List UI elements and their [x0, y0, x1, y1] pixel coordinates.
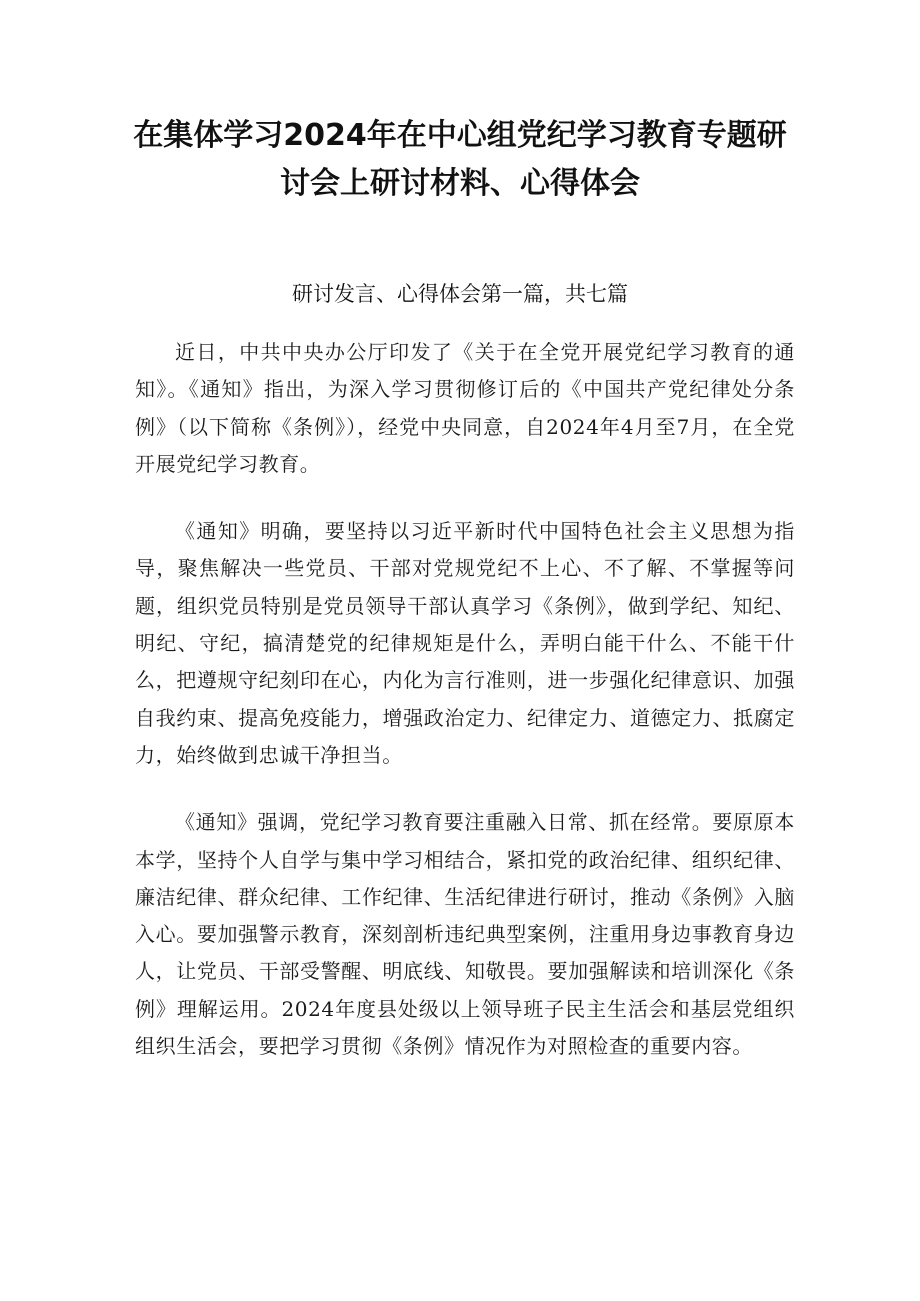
- body-paragraph-1: 近日，中共中央办公厅印发了《关于在全党开展党纪学习教育的通知》。《通知》指出，为深入学习贯彻修订后的《中国共产党纪律处分条例》（以下简称《条例》），经党中央同意，自2024年4月至7月，在全党开展党纪学习教育。: [135, 340, 795, 476]
- body-paragraph-2: 《通知》明确，要坚持以习近平新时代中国特色社会主义思想为指导，聚焦解决一些党员、干部对党规党纪不上心、不了解、不掌握等问题，组织党员特别是党员领导干部认真学习《条例》，做到学纪、知纪、明纪、守纪，搞清楚党的纪律规矩是什么，弄明白能干什么、不能干什么，把遵规守纪刻印在心，内化为言行准则，进一步强化纪律意识、加强自我约束、提高免疫能力，增强政治定力、纪律定力、道德定力、抵腐定力，始终做到忠诚干净担当。: [135, 519, 795, 767]
- document-body: [135, 334, 795, 1095]
- document-title-line-1: 在集体学习2024年在中心组党纪学习教育专题研: [133, 118, 787, 153]
- document-title-line-2: 讨会上研讨材料、心得体会: [280, 166, 640, 201]
- section-subtitle: 研讨发言、心得体会第一篇，共七篇: [292, 282, 628, 306]
- body-paragraph-3: 《通知》强调，党纪学习教育要注重融入日常、抓在经常。要原原本本学，坚持个人自学与集中学习相结合，紧扣党的政治纪律、组织纪律、廉洁纪律、群众纪律、工作纪律、生活纪律进行研讨，推动《条例》入脑入心。要加强警示教育，深刻剖析违纪典型案例，注重用身边事教育身边人，让党员、干部受警醒、明底线、知敬畏。要加强解读和培训深化《条例》理解运用。2024年度县处级以上领导班子民主生活会和基层党组织组织生活会，要把学习贯彻《条例》情况作为对照检查的重要内容。: [135, 810, 795, 1059]
- document-title: [130, 112, 790, 208]
